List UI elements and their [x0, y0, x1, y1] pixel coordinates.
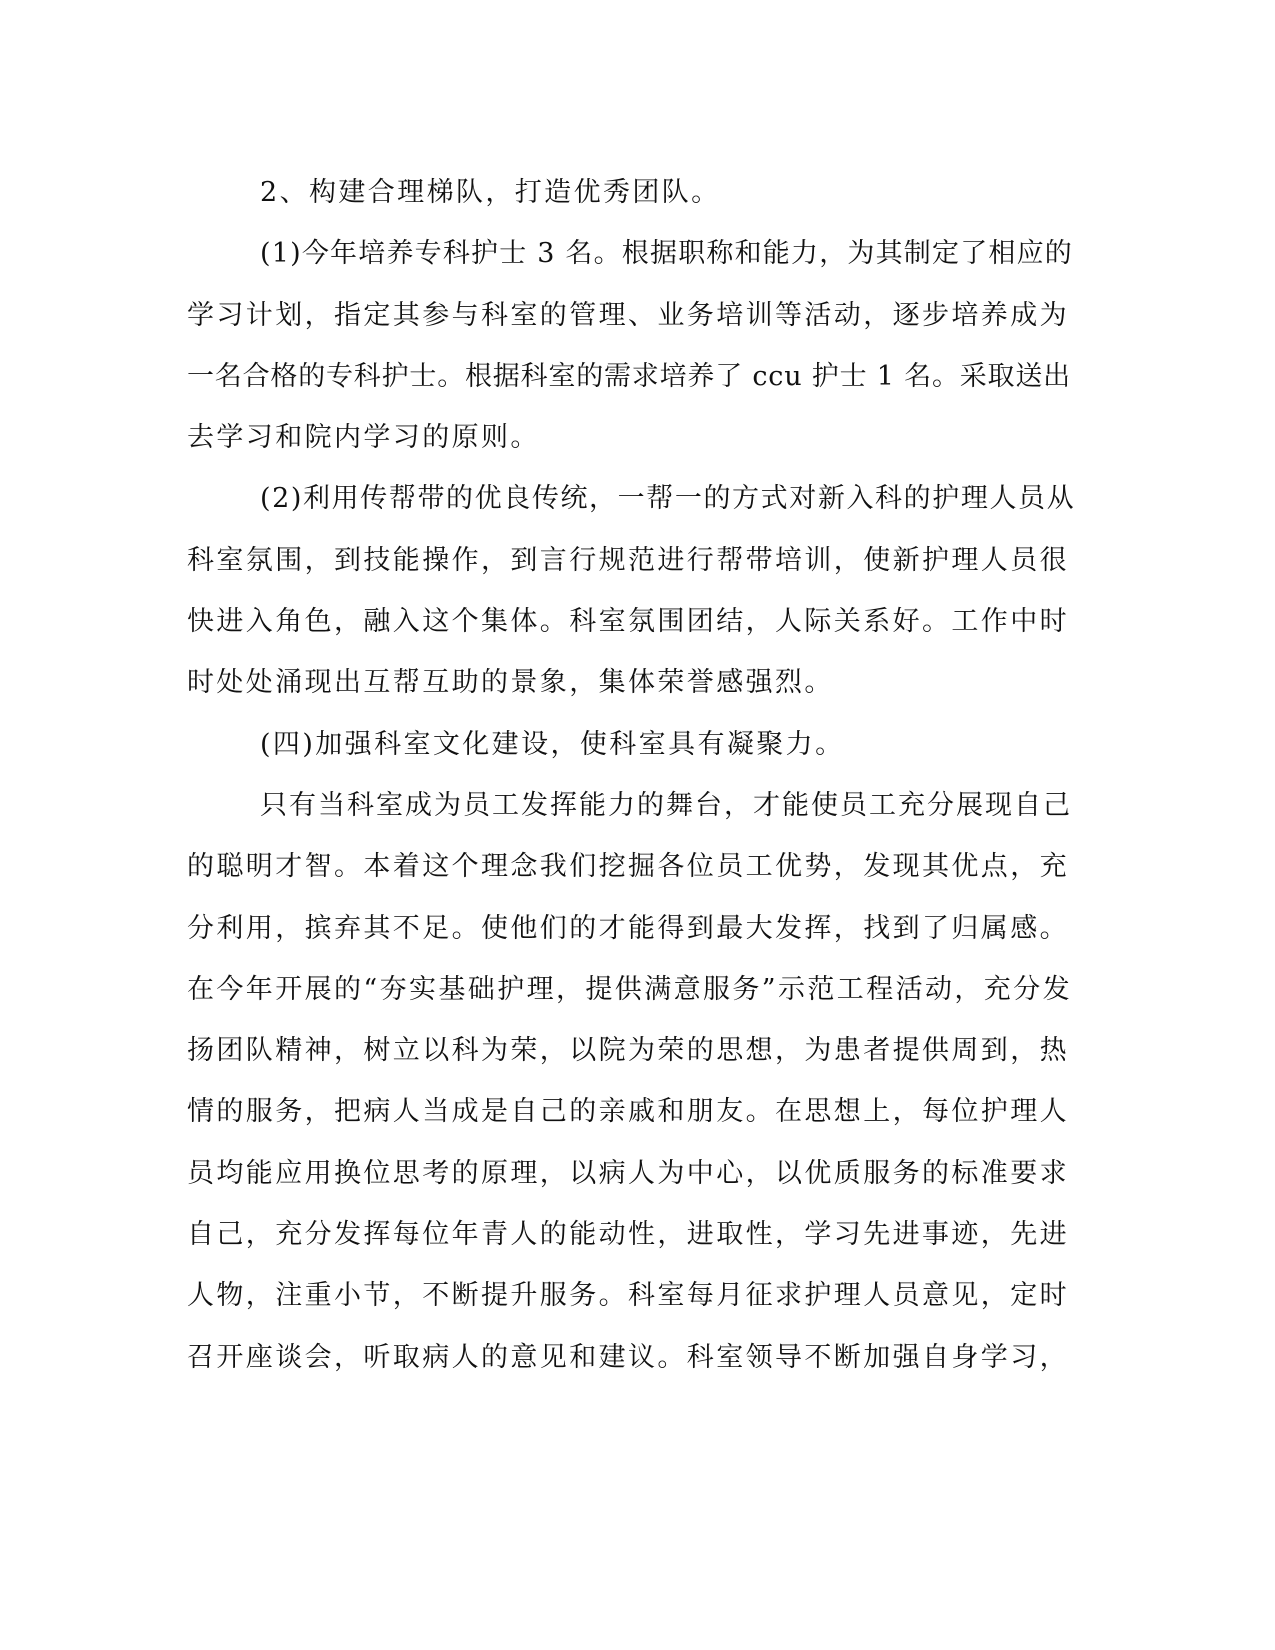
text-line: 2、构建合理梯队，打造优秀团队。 [260, 177, 721, 208]
document-body [187, 162, 1077, 1388]
text-line: 学习计划，指定其参与科室的管理、业务培训等活动，逐步培养成为 [187, 299, 1069, 331]
text-line: (2)利用传帮带的优良传统，一帮一的方式对新入科的护理人员从 [260, 483, 1076, 515]
text-line: 科室氛围，到技能操作，到言行规范进行帮带培训，使新护理人员很 [187, 544, 1069, 576]
text-line: 只有当科室成为员工发挥能力的舞台，才能使员工充分展现自己 [260, 789, 1072, 821]
text-line: (1)今年培养专科护士 3 名。根据职称和能力，为其制定了相应的 [260, 238, 1073, 270]
text-line: 在今年开展的“夯实基础护理，提供满意服务”示范工程活动，充分发 [187, 973, 1073, 1005]
text-line: 召开座谈会，听取病人的意见和建议。科室领导不断加强自身学习， [187, 1341, 1069, 1373]
text-line: 情的服务，把病人当成是自己的亲戚和朋友。在思想上，每位护理人 [187, 1096, 1069, 1128]
text-line: 去学习和院内学习的原则。 [187, 422, 540, 454]
text-line: 快进入角色，融入这个集体。科室氛围团结，人际关系好。工作中时 [187, 606, 1069, 638]
text-line: 分利用，摈弃其不足。使他们的才能得到最大发挥，找到了归属感。 [187, 912, 1069, 944]
section-heading: (四)加强科室文化建设，使科室具有凝聚力。 [260, 728, 845, 760]
text-line: 的聪明才智。本着这个理念我们挖掘各位员工优势，发现其优点，充 [187, 851, 1069, 883]
text-line: 时处处涌现出互帮互助的景象，集体荣誉感强烈。 [187, 667, 834, 699]
text-line: 员均能应用换位思考的原理，以病人为中心，以优质服务的标准要求 [187, 1157, 1069, 1189]
text-line: 人物，注重小节，不断提升服务。科室每月征求护理人员意见，定时 [187, 1280, 1069, 1312]
text-line: 自己，充分发挥每位年青人的能动性，进取性，学习先进事迹，先进 [187, 1219, 1069, 1251]
text-line: 扬团队精神，树立以科为荣，以院为荣的思想，为患者提供周到，热 [187, 1035, 1069, 1067]
text-line: 一名合格的专科护士。根据科室的需求培养了 ccu 护士 1 名。采取送出 [187, 360, 1071, 392]
